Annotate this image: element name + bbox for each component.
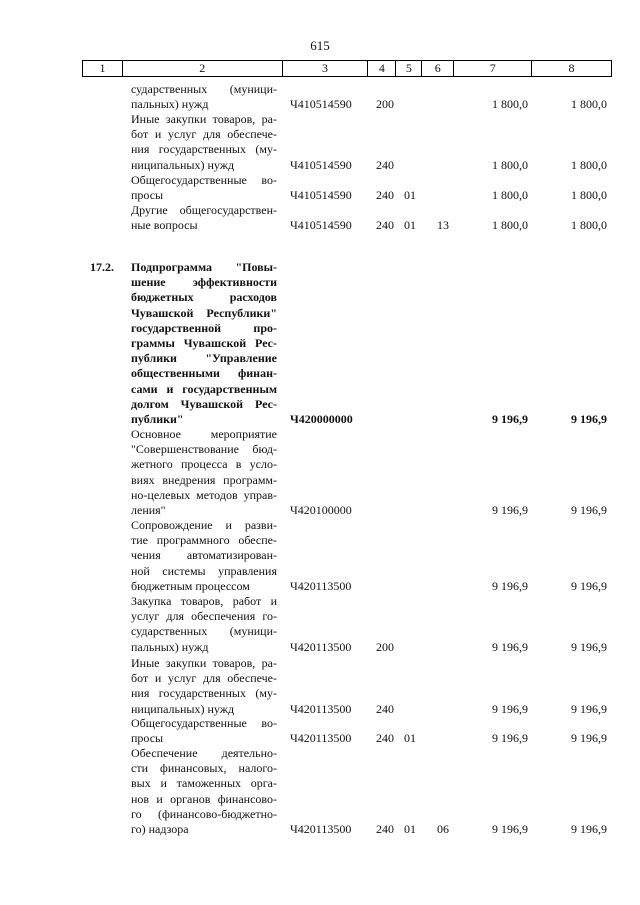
row-description [131,112,277,173]
description-line: государственной про- [131,320,277,335]
row-code: Ч420113500 [290,639,352,654]
row-description [131,427,277,518]
row-number: 17.2. [90,260,114,274]
row-col-4: 240 [376,701,394,716]
column-header-7: 7 [454,61,532,77]
description-line: Иные закупки товаров, ра- [131,112,277,126]
row-code: Ч410514590 [290,157,352,172]
row-amount-8: 9 196,9 [571,412,607,426]
row-col-5: 01 [404,731,416,746]
column-header-3: 3 [282,61,368,77]
row-amount-7: 1 800,0 [492,218,528,233]
column-header-5: 5 [396,61,422,77]
row-amount-8: 1 800,0 [571,157,607,172]
description-line: Закупка товаров, работ и [131,594,277,608]
row-col-4: 200 [376,639,394,654]
row-amount-7: 9 196,9 [492,731,528,746]
description-line: просы [131,188,164,203]
description-line: но-целевых методов управ- [131,487,277,502]
row-code: Ч410514590 [290,188,352,203]
row-col-4: 200 [376,97,394,112]
description-line: пальных) нужд [131,639,209,654]
row-col-5: 01 [404,188,416,203]
description-line: Подпрограмма "Повы- [131,260,277,274]
description-line: ные вопросы [131,218,198,233]
description-line: услуг для обеспечения го- [131,609,277,624]
row-code: Ч410514590 [290,97,352,112]
row-col-4: 240 [376,157,394,172]
description-line: Другие общегосударствен- [131,203,277,217]
description-line: нов и органов финансово- [131,791,277,806]
description-line: го) надзора [131,822,189,837]
description-line: сударственных (муници- [131,82,277,96]
row-description [131,746,277,837]
description-line: шение эффективности [131,275,277,290]
row-amount-7: 9 196,9 [492,822,528,836]
description-line: Чувашской Республики" [131,305,277,320]
description-line: ниципальных) нужд [131,157,235,172]
row-amount-8: 9 196,9 [571,701,607,716]
description-line: жетного процесса в усло- [131,457,277,472]
description-line: Обеспечение деятельно- [131,746,277,760]
row-description [131,594,277,655]
description-line: публики "Управление [131,351,277,366]
row-amount-8: 1 800,0 [571,97,607,112]
description-line: ния государственных (му- [131,686,277,701]
row-col-4: 240 [376,218,394,233]
row-code: Ч420113500 [290,822,352,836]
description-line: виях внедрения программ- [131,472,277,487]
row-description [131,203,277,233]
row-description [131,716,277,746]
description-line: Основное мероприятие [131,427,277,441]
row-code: Ч420113500 [290,578,352,593]
column-header-row [82,60,612,77]
column-header-8: 8 [532,61,612,77]
row-code: Ч420000000 [290,412,353,426]
row-code: Ч420113500 [290,701,352,716]
description-line: сти финансовых, налого- [131,761,277,776]
row-code: Ч410514590 [290,218,352,233]
description-line: вых и таможенных орга- [131,776,277,791]
row-col-4: 240 [376,731,394,746]
row-amount-8: 9 196,9 [571,822,607,836]
row-amount-7: 9 196,9 [492,578,528,593]
row-amount-7: 9 196,9 [492,412,528,426]
description-line: го (финансово-бюджетно- [131,806,277,821]
description-line: сударственных (муници- [131,624,277,639]
row-code: Ч420100000 [290,503,352,517]
description-line: бюджетных расходов [131,290,277,305]
row-amount-7: 9 196,9 [492,503,528,517]
row-amount-7: 1 800,0 [492,157,528,172]
row-amount-7: 1 800,0 [492,97,528,112]
description-line: Сопровождение и разви- [131,518,277,532]
row-amount-7: 9 196,9 [492,701,528,716]
row-description [131,173,277,203]
description-line: пальных) нужд [131,97,209,112]
description-line: бюджетным процессом [131,578,250,593]
description-line: граммы Чувашской Рес- [131,336,277,351]
description-line: чения автоматизирован- [131,548,277,563]
row-description [131,656,277,717]
description-line: тие программного обеспе- [131,533,277,548]
page-number: 615 [310,38,330,53]
row-col-5: 01 [404,218,416,233]
row-col-4: 240 [376,188,394,203]
description-line: публики" [131,412,184,427]
row-amount-8: 1 800,0 [571,218,607,233]
column-header-2: 2 [122,61,282,77]
row-description [131,82,277,112]
row-amount-8: 9 196,9 [571,639,607,654]
description-line: Общегосударственные во- [131,716,277,730]
row-description [131,260,277,427]
row-col-5: 01 [404,822,416,836]
description-line: ной системы управления [131,563,277,578]
description-line: долгом Чувашской Рес- [131,396,277,411]
row-amount-8: 9 196,9 [571,503,607,517]
column-header-1: 1 [83,61,123,77]
column-header-6: 6 [422,61,454,77]
row-code: Ч420113500 [290,731,352,746]
row-col-4: 240 [376,822,394,836]
row-col-6: 06 [437,822,449,836]
description-line: ниципальных) нужд [131,701,235,716]
row-amount-7: 9 196,9 [492,639,528,654]
description-line: бот и услуг для обеспече- [131,671,277,686]
description-line: бот и услуг для обеспече- [131,127,277,142]
row-amount-8: 1 800,0 [571,188,607,203]
description-line: Общегосударственные во- [131,173,277,187]
row-amount-7: 1 800,0 [492,188,528,203]
row-description [131,518,277,594]
description-line: Иные закупки товаров, ра- [131,656,277,670]
description-line: общественными финан- [131,366,277,381]
row-col-6: 13 [437,218,449,233]
row-amount-8: 9 196,9 [571,578,607,593]
description-line: ния государственных (му- [131,142,277,157]
description-line: сами и государственным [131,381,277,396]
column-header-4: 4 [368,61,396,77]
description-line: ления" [131,503,166,518]
row-amount-8: 9 196,9 [571,731,607,746]
description-line: просы [131,731,164,746]
description-line: "Совершенствование бюд- [131,442,277,457]
